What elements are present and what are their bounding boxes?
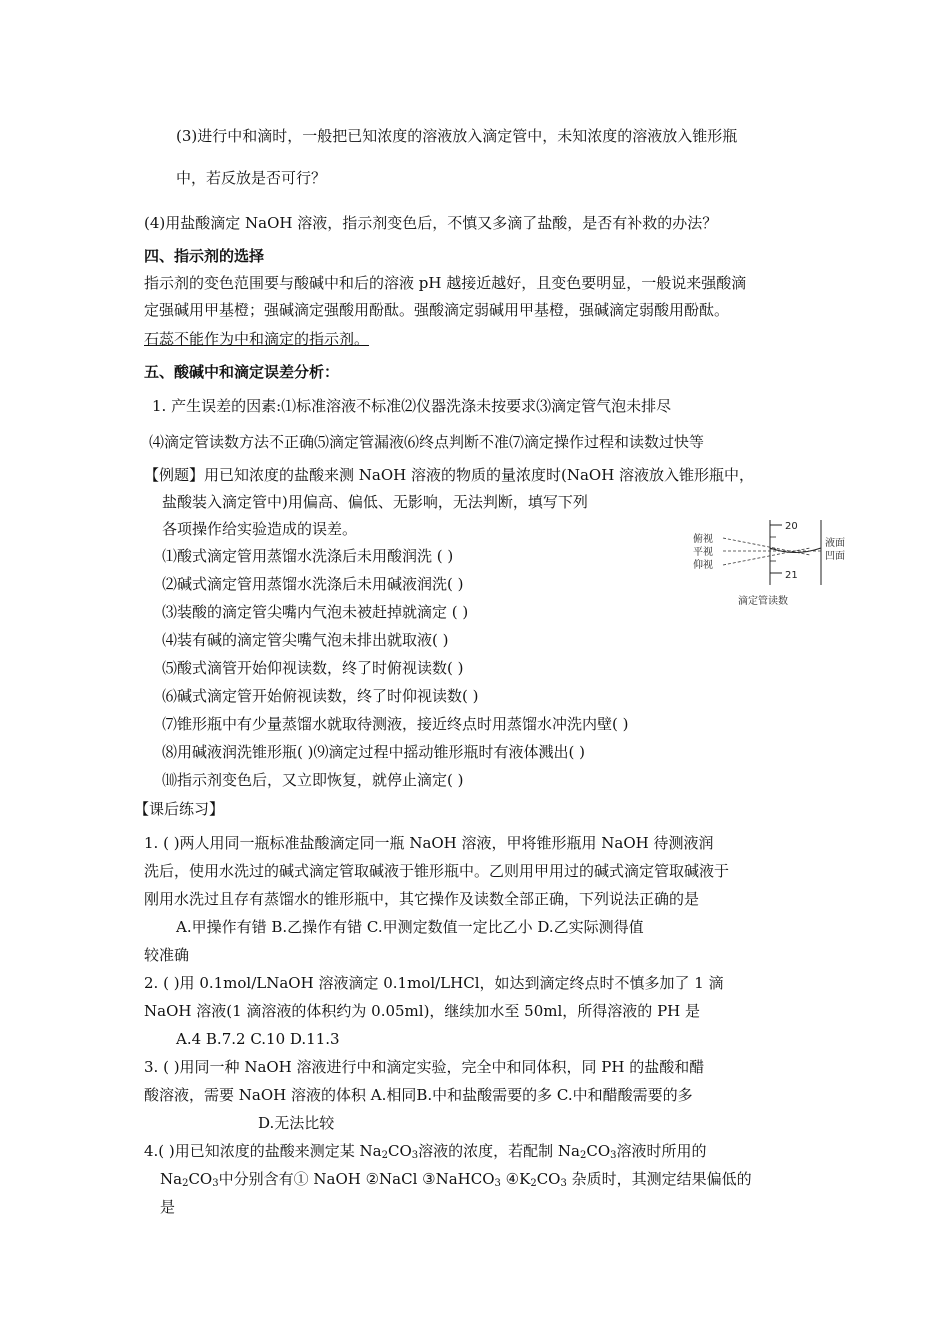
- hw4-text: 杂质时，其测定结果偏低的: [566, 1170, 752, 1188]
- homework-1-line-3: 刚用水洗过且存有蒸馏水的锥形瓶中，其它操作及读数全部正确，下列说法正确的是: [144, 890, 700, 908]
- hw4-subscript: 2: [580, 1150, 587, 1161]
- hw4-subscript: 3: [411, 1150, 419, 1161]
- label-fushi: 俯视: [693, 534, 713, 545]
- homework-1-line-5: 较准确: [144, 946, 190, 964]
- homework-title: 【课后练习】: [134, 800, 225, 818]
- hw4-subscript: 3: [610, 1150, 617, 1161]
- homework-3-line-1: 3. ( )用同一种 NaOH 溶液进行中和滴定实验，完全中和同体积，同 PH 的盐酸和醋: [144, 1058, 705, 1076]
- sightline-looking-up: [723, 548, 810, 565]
- tick-label-21: 21: [785, 570, 798, 581]
- homework-4-line-3: 是: [160, 1198, 176, 1216]
- hw4-subscript: 2: [381, 1150, 388, 1161]
- hw4-text: 中分别含有① NaOH ②NaCl ③NaHCO: [218, 1170, 495, 1188]
- section-4-paragraph-line-2: 定强碱用甲基橙；强碱滴定强酸用酚酞。强酸滴定弱碱用甲基橙，强碱滴定弱酸用酚酞。: [144, 301, 730, 319]
- example-intro-line-2: 盐酸装入滴定管中)用偏高、偏低、无影响，无法判断，填写下列: [162, 493, 588, 511]
- section-4-title: 四、指示剂的选择: [144, 247, 265, 265]
- homework-4-line-1: [144, 1141, 707, 1161]
- example-item-5: ⑸酸式滴管开始仰视读数，终了时俯视读数( ): [162, 659, 464, 677]
- homework-2-options: A.4 B.7.2 C.10 D.11.3: [176, 1030, 340, 1048]
- burette-reading-figure: [690, 515, 860, 610]
- example-item-6: ⑹碱式滴定管开始俯视读数，终了时仰视读数( ): [162, 687, 479, 705]
- example-item-10: ⑽指示剂变色后，又立即恢复，就停止滴定( ): [162, 771, 464, 789]
- example-item-1: ⑴酸式滴定管用蒸馏水洗涤后未用酸润洗 ( ): [162, 547, 454, 565]
- example-item-2: ⑵碱式滴定管用蒸馏水洗涤后未用碱液润洗( ): [162, 575, 464, 593]
- homework-1-line-2: 洗后，使用水洗过的碱式滴定管取碱液于锥形瓶中。乙则用甲用过的碱式滴定管取碱液于: [144, 862, 730, 880]
- tick-label-20: 20: [785, 521, 798, 532]
- section-4-paragraph-line-1: 指示剂的变色范围要与酸碱中和后的溶液 pH 越接近越好，且变色要明显，一般说来强酸滴: [144, 274, 747, 292]
- hw4-subscript: 2: [530, 1178, 537, 1189]
- hw4-text: CO: [586, 1142, 611, 1160]
- hw4-text: 溶液时所用的: [616, 1142, 707, 1160]
- homework-3-line-2: 酸溶液，需要 NaOH 溶液的体积 A.相同B.中和盐酸需要的多 C.中和醋酸需要的多: [144, 1086, 693, 1104]
- hw4-text: ④K: [500, 1170, 531, 1188]
- hw4-text: CO: [188, 1170, 213, 1188]
- homework-1-options: A.甲操作有错 B.乙操作有错 C.甲测定数值一定比乙小 D.乙实际测得值: [176, 918, 644, 936]
- hw4-text: 溶液的浓度，若配制 Na: [418, 1142, 580, 1160]
- hw4-text: Na: [160, 1170, 183, 1188]
- example-intro-line-3: 各项操作给实验造成的误差。: [162, 520, 358, 538]
- sightline-looking-down: [723, 538, 810, 555]
- question-3-line-1: (3)进行中和滴时，一般把已知浓度的溶液放入滴定管中，未知浓度的溶液放入锥形瓶: [176, 127, 738, 145]
- example-item-3: ⑶装酸的滴定管尖嘴内气泡未被赶掉就滴定 ( ): [162, 603, 469, 621]
- section-5-title: 五、酸碱中和滴定误差分析：: [144, 363, 340, 381]
- example-intro-line-1: 【例题】用已知浓度的盐酸来测 NaOH 溶液的物质的量浓度时(NaOH 溶液放入锥形瓶中，: [144, 466, 755, 484]
- example-item-7: ⑺锥形瓶中有少量蒸馏水就取待测液，接近终点时用蒸馏水冲洗内壁( ): [162, 715, 629, 733]
- hw4-subscript: 3: [212, 1178, 219, 1189]
- homework-4-line-2: [160, 1169, 752, 1189]
- example-item-4: ⑷装有碱的滴定管尖嘴气泡未排出就取液( ): [162, 631, 449, 649]
- label-pingshi: 平视: [693, 547, 713, 558]
- section-5-factors-line-1: 1. 产生误差的因素:⑴标准溶液不标准⑵仪器洗涤未按要求⑶滴定管气泡未排尽: [152, 397, 672, 415]
- section-5-factors-line-2: ⑷滴定管读数方法不正确⑸滴定管漏液⑹终点判断不准⑺滴定操作过程和读数过快等: [149, 433, 705, 451]
- homework-2-line-1: 2. ( )用 0.1mol/LNaOH 溶液滴定 0.1mol/LHCl，如达到滴定终点时不慎多加了 1 滴: [144, 974, 724, 992]
- hw4-subscript: 3: [494, 1178, 501, 1189]
- homework-1-line-1: 1. ( )两人用同一瓶标准盐酸滴定同一瓶 NaOH 溶液，甲将锥形瓶用 NaOH 待测液润: [144, 834, 714, 852]
- example-item-8-9: ⑻用碱液润洗锥形瓶( )⑼滴定过程中摇动锥形瓶时有液体溅出( ): [162, 743, 585, 761]
- label-yemian: 液面: [825, 538, 845, 549]
- hw4-subscript: 2: [182, 1178, 189, 1189]
- hw4-subscript: 3: [560, 1178, 567, 1189]
- hw4-text: CO: [388, 1142, 412, 1160]
- figure-caption: 滴定管读数: [738, 596, 788, 607]
- homework-3-line-3: D.无法比较: [258, 1114, 335, 1132]
- label-yangshi: 仰视: [693, 560, 713, 571]
- hw4-text: CO: [536, 1170, 561, 1188]
- homework-2-line-2: NaOH 溶液(1 滴溶液的体积约为 0.05ml)，继续加水至 50ml，所得溶液的 PH 是: [144, 1002, 701, 1020]
- hw4-text: 4.( )用已知浓度的盐酸来测定某 Na: [144, 1142, 382, 1160]
- section-4-paragraph-line-3: 石蕊不能作为中和滴定的指示剂。: [144, 330, 370, 348]
- question-3-line-2: 中，若反放是否可行？: [176, 169, 327, 187]
- question-4-line: (4)用盐酸滴定 NaOH 溶液，指示剂变色后，不慎又多滴了盐酸，是否有补救的办法？: [144, 214, 718, 232]
- label-aomian: 凹面: [825, 551, 845, 562]
